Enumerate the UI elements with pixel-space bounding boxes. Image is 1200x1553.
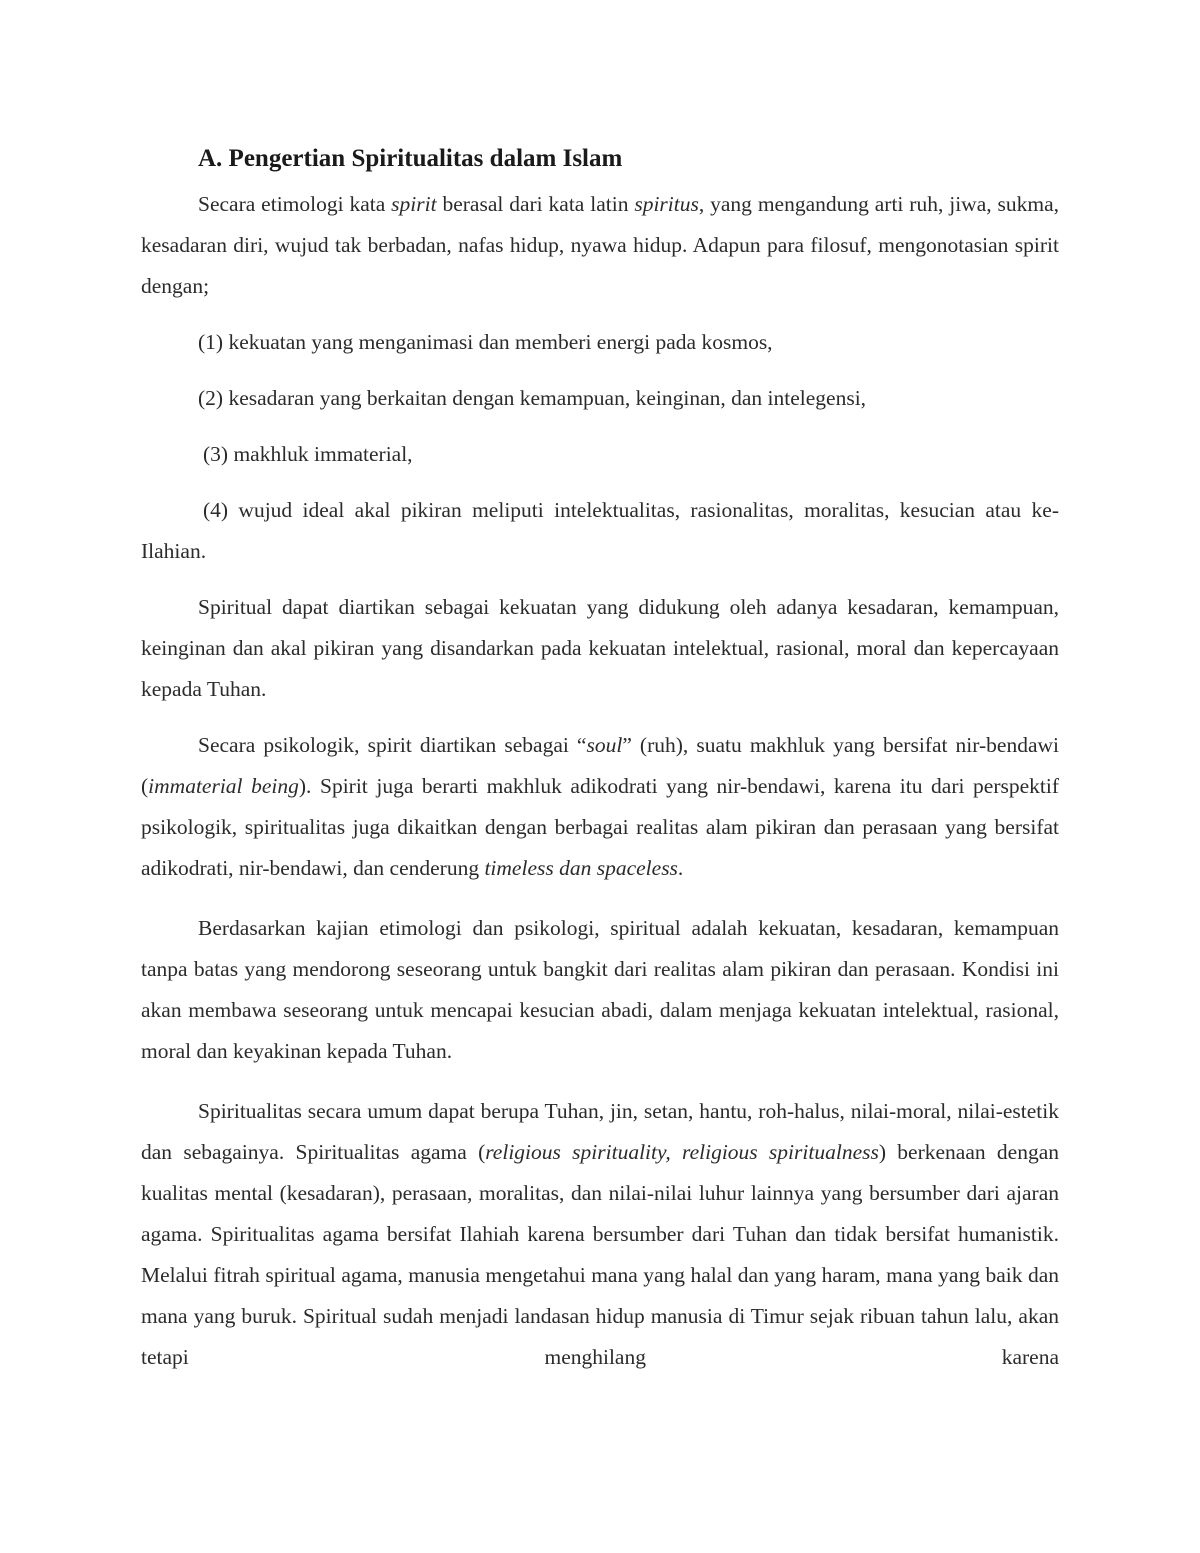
paragraph-psychological [141, 725, 1059, 889]
paragraph-spiritual-definition: Spiritual dapat diartikan sebagai kekuatan yang didukung oleh adanya kesadaran, kemampuan, keinginan dan akal pikiran yang disandarkan pada kekuatan intelektual, rasional, moral dan kepercayaan kepada Tuhan. [141, 595, 1059, 701]
paragraph-etymology [141, 184, 1059, 307]
text-run: berasal dari kata latin [436, 192, 635, 216]
document-page [141, 140, 1059, 1378]
text-run: ). Spirit juga berarti makhluk adikodrati yang nir-bendawi, karena itu dari perspektif psikologik, spiritualitas juga dikaitkan dengan berbagai realitas alam pikiran dan perasaan yang bersifat adikodrati, nir-bendawi, dan cenderung [141, 774, 1060, 880]
italic-term: spiritus [634, 192, 699, 216]
text-run: ) berkenaan dengan kualitas mental (kesadaran), perasaan, moralitas, dan nilai-nilai luhur lainnya yang bersumber dari ajaran agama. Spiritualitas agama bersifat Ilahiah karena bersumber dari Tuhan dan tidak bersifat humanistik. Melalui fitrah spiritual agama, manusia mengetahui mana yang halal dan yang haram, mana yang baik dan mana yang buruk. Spiritual sudah menjadi landasan hidup manusia di Timur sejak ribuan tahun lalu, akan tetapi menghilang karena [141, 1140, 1059, 1369]
italic-term: religious spirituality, religious spiritualness [485, 1140, 879, 1164]
text-run: . [677, 856, 684, 880]
text-run: Secara etimologi kata [198, 192, 392, 216]
paragraph-religious-spirituality [141, 1091, 1059, 1378]
text-run: Secara psikologik, spirit diartikan sebagai “ [198, 733, 587, 757]
text-run: Spiritualitas secara umum dapat berupa Tuhan, jin, setan, hantu, roh-halus, nilai-moral, nilai-estetik dan sebagainya. Spiritualitas agama ( [141, 1099, 1059, 1164]
section-heading: A. Pengertian Spiritualitas dalam Islam [198, 145, 623, 172]
list-item-2: (2) kesadaran yang berkaitan dengan kemampuan, keinginan, dan intelegensi, [198, 386, 867, 410]
text-run: , yang mengandung arti ruh, jiwa, sukma, kesadaran diri, wujud tak berbadan, nafas hidup, nyawa hidup. Adapun para filosuf, mengonotasian spirit dengan; [141, 192, 1060, 298]
list-item-3: (3) makhluk immaterial, [203, 442, 413, 466]
paragraph-conclusion: Berdasarkan kajian etimologi dan psikologi, spiritual adalah kekuatan, kesadaran, kemampuan tanpa batas yang mendorong seseorang untuk bangkit dari realitas alam pikiran dan perasaan. Kondisi ini akan membawa seseorang untuk mencapai kesucian abadi, dalam menjaga kekuatan intelektual, rasional, moral dan keyakinan kepada Tuhan. [141, 916, 1059, 1063]
text-run: ” (ruh), suatu makhluk yang bersifat nir-bendawi ( [141, 733, 1060, 798]
italic-term: spirit [391, 192, 437, 216]
italic-term: soul [586, 733, 623, 757]
italic-term: immaterial being [148, 774, 299, 798]
list-item-4: (4) wujud ideal akal pikiran meliputi intelektualitas, rasionalitas, moralitas, kesucian atau ke-Ilahian. [141, 498, 1059, 563]
italic-term: timeless dan spaceless [484, 856, 678, 880]
list-item-1: (1) kekuatan yang menganimasi dan memberi energi pada kosmos, [198, 330, 773, 354]
